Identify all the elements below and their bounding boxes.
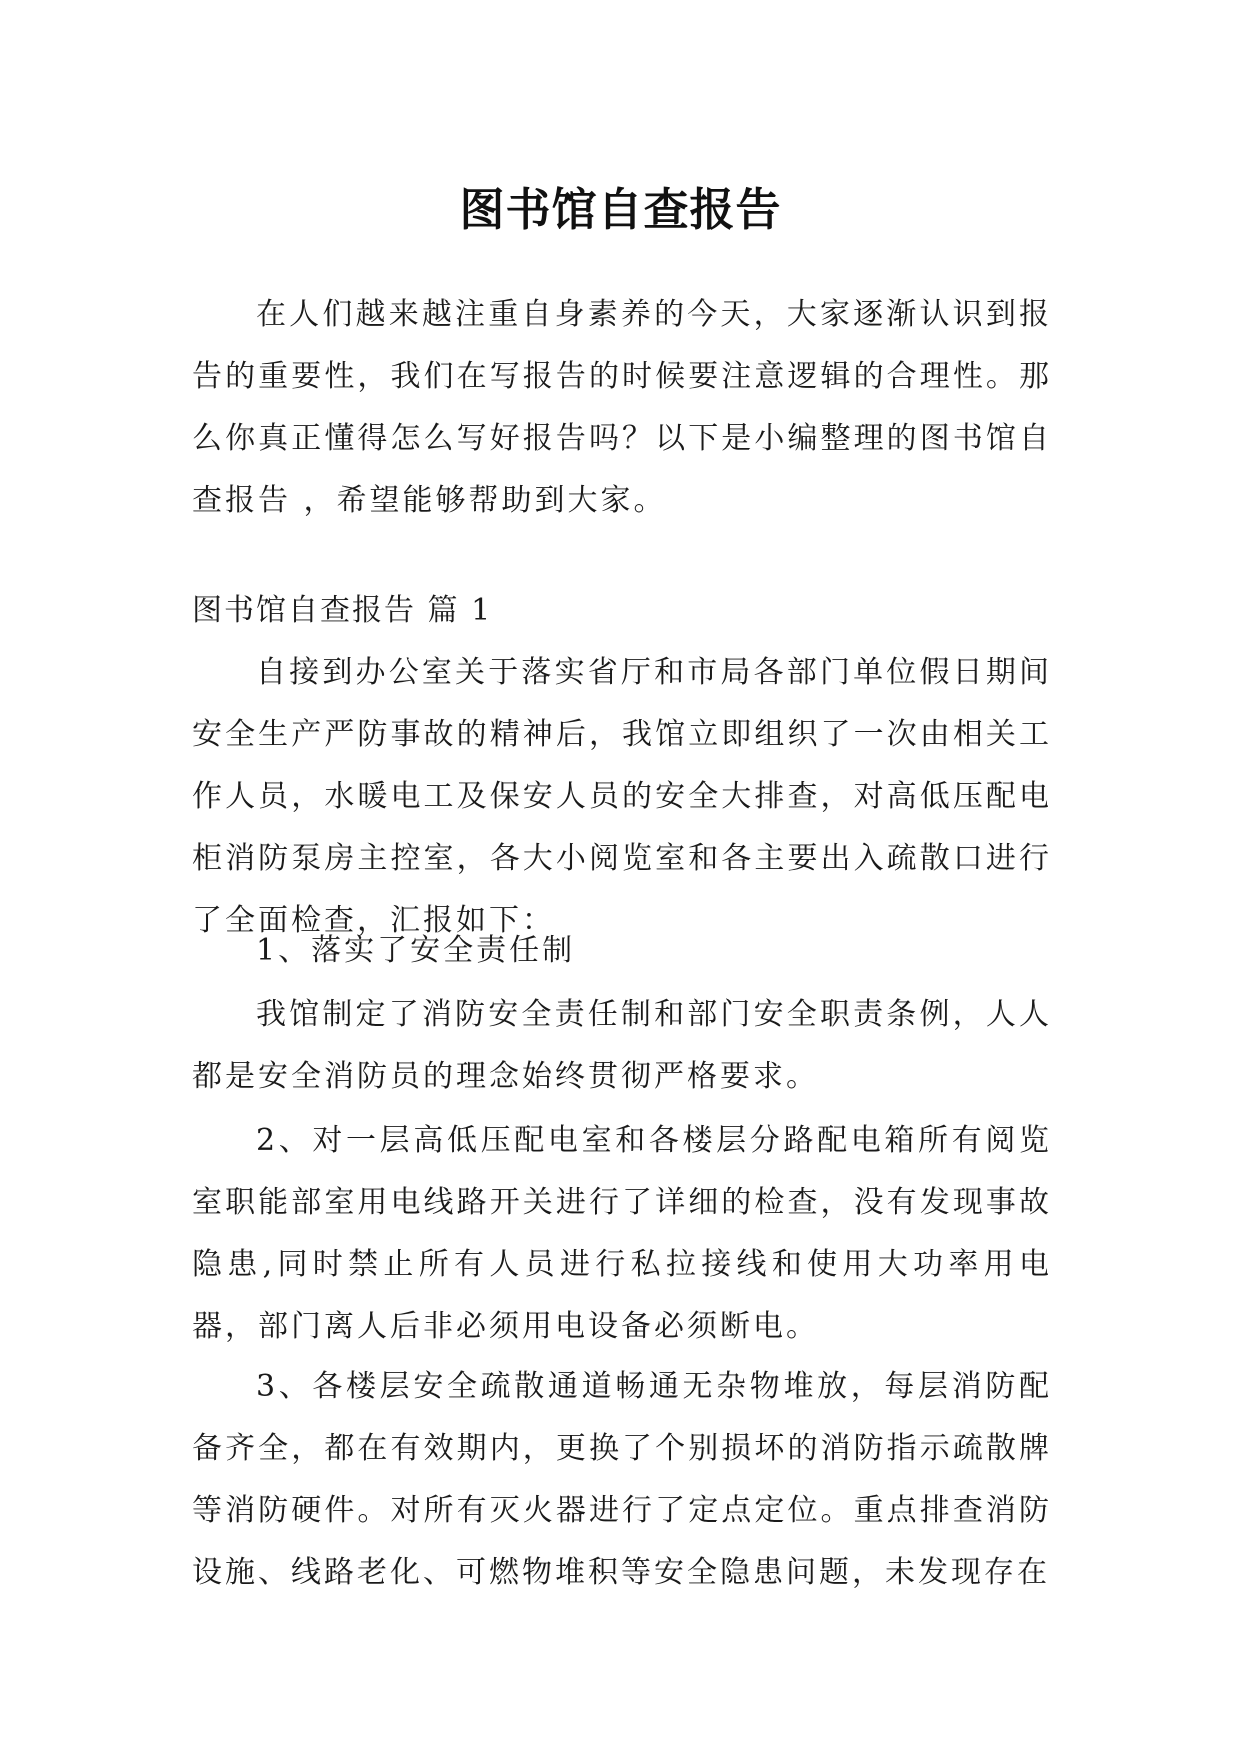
intro-paragraph: 在人们越来越注重自身素养的今天，大家逐渐认识到报告的重要性，我们在写报告的时候要注意逻辑的合理性。那么你真正懂得怎么写好报告吗？以下是小编整理的图书馆自查报告 ，希望能够帮助到大家。: [192, 297, 1052, 518]
body-paragraph: 自接到办公室关于落实省厅和市局各部门单位假日期间安全生产严防事故的精神后，我馆立即组织了一次由相关工作人员，水暖电工及保安人员的安全大排查，对高低压配电柜消防泵房主控室，各大小阅览室和各主要出入疏散口进行了全面检查，汇报如下：: [192, 655, 1052, 938]
body-paragraph: 我馆制定了消防安全责任制和部门安全职责条例，人人都是安全消防员的理念始终贯彻严格要求。: [192, 997, 1052, 1094]
list-item-paragraph: 2、对一层高低压配电室和各楼层分路配电箱所有阅览室职能部室用电线路开关进行了详细的检查，没有发现事故隐患,同时禁止所有人员进行私拉接线和使用大功率用电器，部门离人后非必须用电设备必须断电。: [192, 1123, 1052, 1344]
list-item-paragraph: 3、各楼层安全疏散通道畅通无杂物堆放，每层消防配备齐全，都在有效期内，更换了个别损坏的消防指示疏散牌等消防硬件。对所有灭火器进行了定点定位。重点排查消防设施、线路老化、可燃物堆积等安全隐患问题，未发现存在: [192, 1369, 1052, 1590]
list-item-heading: 1、落实了安全责任制: [256, 933, 576, 968]
document-title: 图书馆自查报告: [459, 183, 782, 237]
section-heading: 图书馆自查报告 篇 1: [192, 593, 493, 628]
